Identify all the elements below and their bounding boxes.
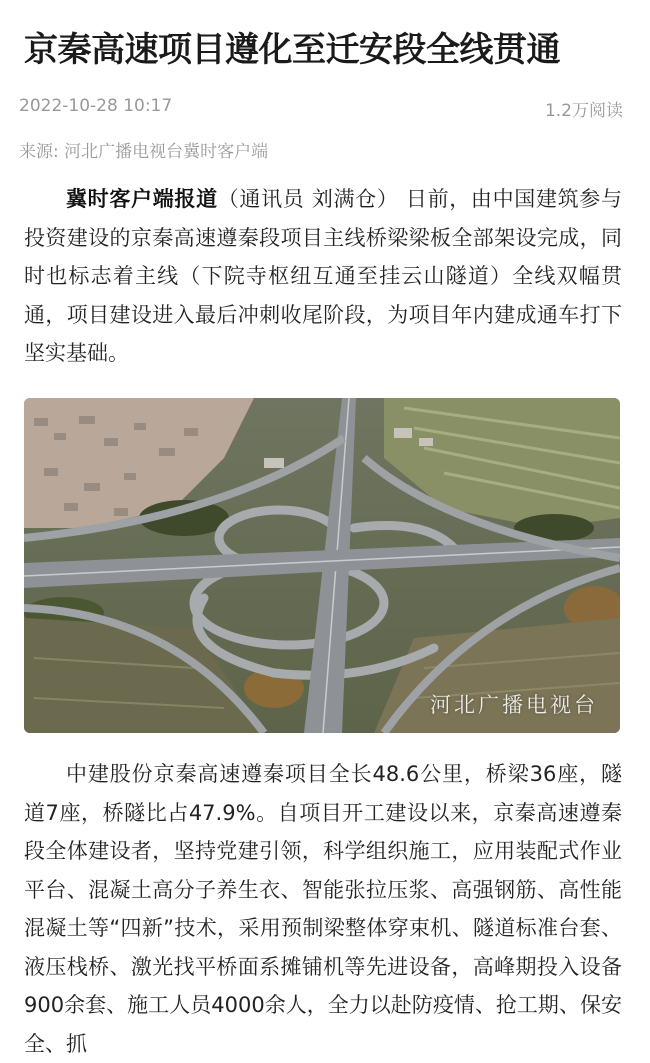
article-meta: [19, 96, 623, 120]
article-photo[interactable]: [24, 398, 620, 733]
article-title: 京秦高速项目遵化至迁安段全线贯通: [24, 30, 560, 70]
publish-date: 2022-10-28 10:17: [19, 96, 173, 116]
photo-watermark: 河北广播电视台: [430, 693, 598, 717]
dateline: 冀时客户端报道: [66, 187, 218, 211]
interchange-aerial-image: [24, 398, 620, 733]
paragraph-intro: [24, 180, 622, 373]
read-count: 1.2万阅读: [544, 101, 623, 121]
paragraph-intro-body: （通讯员 刘满仓） 日前，由中国建筑参与投资建设的京秦高速遵秦段项目主线桥梁梁板全部架设完成，同时也标志着主线（下院寺枢纽互通至挂云山隧道）全线双幅贯通，项目建设进入最后冲刺收尾阶段，为项目年内建成通车打下坚实基础。: [24, 187, 622, 365]
paragraph-project: 中建股份京秦高速遵秦项目全长48.6公里，桥梁36座，隧道7座，桥隧比占47.9%。自项目开工建设以来，京秦高速遵秦段全体建设者，坚持党建引领，科学组织施工，应用装配式作业平台、混凝土高分子养生衣、智能张拉压浆、高强钢筋、高性能混凝土等“四新”技术，采用预制梁整体穿束机、隧道标准台套、液压栈桥、激光找平桥面系摊铺机等先进设备，高峰期投入设备900余套、施工人员4000余人，全力以赴防疫情、抢工期、保安全、抓: [24, 762, 622, 1056]
article-source: 来源: 河北广播电视台冀时客户端: [19, 142, 269, 162]
